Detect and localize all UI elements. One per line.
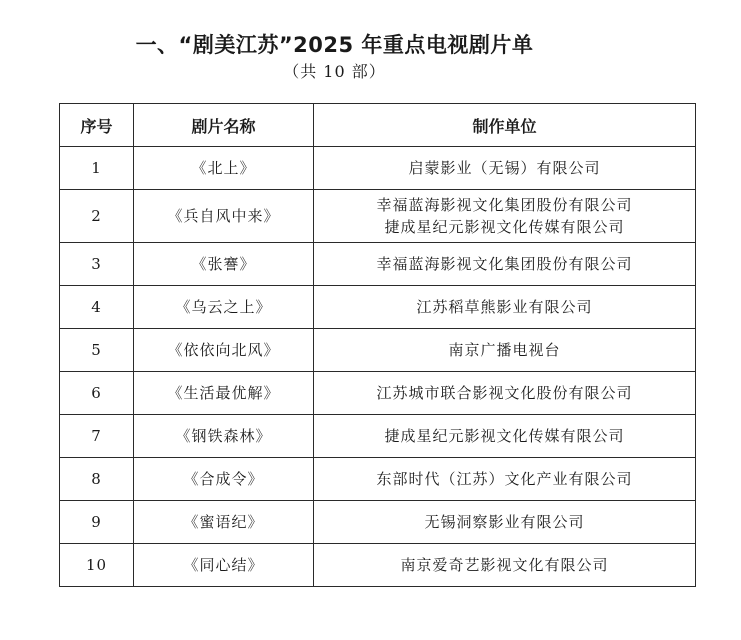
company-name: 南京爱奇艺影视文化有限公司: [400, 556, 609, 574]
drama-title-cell: 《生活最优解》: [134, 372, 314, 415]
production-company-cell: [314, 147, 696, 190]
production-company-cell: [314, 501, 696, 544]
page-title-text: 一、“剧美江苏”2025 年重点电视剧片单: [135, 33, 534, 57]
production-company-cell: [314, 458, 696, 501]
page-title: [0, 30, 741, 60]
serial-number-cell: 4: [60, 286, 134, 329]
table-header-row: [60, 104, 696, 147]
serial-number-cell: 3: [60, 243, 134, 286]
production-company-cell: [314, 329, 696, 372]
serial-number-cell: 6: [60, 372, 134, 415]
header-production-company: 制作单位: [314, 104, 696, 147]
table-row: [60, 329, 696, 372]
production-company-cell: [314, 286, 696, 329]
drama-title-cell: 《蜜语纪》: [134, 501, 314, 544]
drama-title-cell: 《张謇》: [134, 243, 314, 286]
serial-number-cell: 2: [60, 190, 134, 243]
serial-number-cell: 7: [60, 415, 134, 458]
serial-number-cell: 5: [60, 329, 134, 372]
table-row: [60, 243, 696, 286]
serial-number-cell: 1: [60, 147, 134, 190]
drama-title-cell: 《钢铁森林》: [134, 415, 314, 458]
drama-title-cell: 《同心结》: [134, 544, 314, 587]
drama-title-cell: 《乌云之上》: [134, 286, 314, 329]
table-row: [60, 415, 696, 458]
table-row: [60, 286, 696, 329]
company-name: 江苏稻草熊影业有限公司: [416, 298, 593, 316]
company-name: 幸福蓝海影视文化集团股份有限公司: [376, 196, 633, 214]
company-name: 启蒙影业（无锡）有限公司: [408, 159, 601, 177]
table-row: [60, 372, 696, 415]
table-row: [60, 190, 696, 243]
company-name: 无锡洞察影业有限公司: [424, 513, 585, 531]
drama-title-cell: 《兵自风中来》: [134, 190, 314, 243]
drama-title-cell: 《合成令》: [134, 458, 314, 501]
table-row: [60, 458, 696, 501]
serial-number-cell: 10: [60, 544, 134, 587]
serial-number-cell: 9: [60, 501, 134, 544]
company-name: 江苏城市联合影视文化股份有限公司: [376, 384, 633, 402]
drama-title-cell: 《依依向北风》: [134, 329, 314, 372]
serial-number-cell: 8: [60, 458, 134, 501]
company-name: 捷成星纪元影视文化传媒有限公司: [384, 218, 625, 236]
company-name: 捷成星纪元影视文化传媒有限公司: [384, 427, 625, 445]
company-name: 幸福蓝海影视文化集团股份有限公司: [376, 255, 633, 273]
company-name: 东部时代（江苏）文化产业有限公司: [376, 470, 633, 488]
header-serial-number: 序号: [60, 104, 134, 147]
production-company-cell: [314, 243, 696, 286]
table-row: [60, 544, 696, 587]
page-subtitle-text: （共 10 部）: [283, 62, 386, 81]
drama-title-cell: 《北上》: [134, 147, 314, 190]
production-company-cell: [314, 544, 696, 587]
table-row: [60, 501, 696, 544]
production-company-cell: [314, 190, 696, 243]
production-company-cell: [314, 415, 696, 458]
drama-list-table: [59, 103, 696, 587]
page-subtitle: [0, 60, 741, 84]
production-company-cell: [314, 372, 696, 415]
company-name: 南京广播电视台: [448, 341, 561, 359]
table-row: [60, 147, 696, 190]
header-drama-title: 剧片名称: [134, 104, 314, 147]
